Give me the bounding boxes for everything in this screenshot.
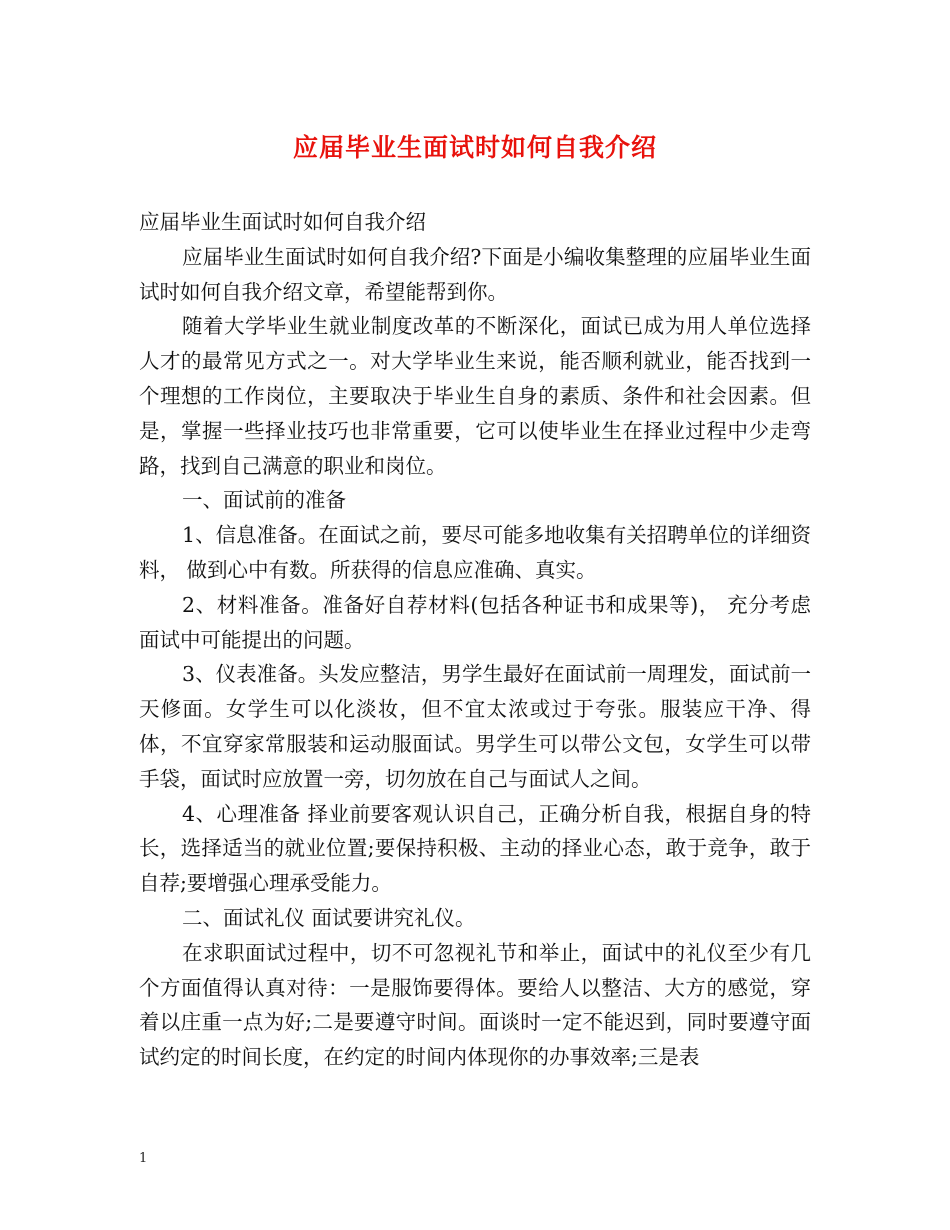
page-number: 1 <box>139 1151 148 1166</box>
info-preparation-paragraph: 1、信息准备。在面试之前，要尽可能多地收集有关招聘单位的详细资料， 做到心中有数。所获得的信息应准确、真实。 <box>139 523 811 582</box>
section-heading-etiquette: 二、面试礼仪 面试要讲究礼仪。 <box>182 905 476 930</box>
appearance-preparation-paragraph: 3、仪表准备。头发应整洁，男学生最好在面试前一周理发，面试前一天修面。女学生可以化淡妆，但不宜太浓或过于夸张。服装应干净、得体，不宜穿家常服装和运动服面试。男学生可以带公文包，女学生可以带手袋，面试时应放置一旁，切勿放在自己与面试人之间。 <box>139 662 811 791</box>
background-paragraph: 随着大学毕业生就业制度改革的不断深化，面试已成为用人单位选择人才的最常见方式之一。对大学毕业生来说，能否顺利就业，能否找到一个理想的工作岗位，主要取决于毕业生自身的素质、条件和社会因素。但是，掌握一些择业技巧也非常重要，它可以使毕业生在择业过程中少走弯路，找到自己满意的职业和岗位。 <box>139 314 811 478</box>
intro-paragraph: 应届毕业生面试时如何自我介绍?下面是小编收集整理的应届毕业生面试时如何自我介绍文章，希望能帮到你。 <box>139 244 811 304</box>
etiquette-paragraph: 在求职面试过程中，切不可忽视礼节和举止，面试中的礼仪至少有几个方面值得认真对待：一是服饰要得体。要给人以整洁、大方的感觉，穿着以庄重一点为好;二是要遵守时间。面谈时一定不能迟到，同时要遵守面试约定的时间长度，在约定的时间内体现你的办事效率;三是表 <box>139 940 811 1070</box>
mental-preparation-paragraph: 4、心理准备 择业前要客观认识自己，正确分析自我，根据自身的特长，选择适当的就业位置;要保持积极、主动的择业心态，敢于竞争，敢于自荐;要增强心理承受能力。 <box>139 801 811 896</box>
section-heading-preparation: 一、面试前的准备 <box>182 488 346 513</box>
subtitle-paragraph: 应届毕业生面试时如何自我介绍 <box>139 210 426 234</box>
document-body <box>139 205 811 1075</box>
material-preparation-paragraph: 2、材料准备。准备好自荐材料(包括各种证书和成果等)， 充分考虑面试中可能提出的问题。 <box>139 592 811 652</box>
document-title: 应届毕业生面试时如何自我介绍 <box>292 133 657 162</box>
